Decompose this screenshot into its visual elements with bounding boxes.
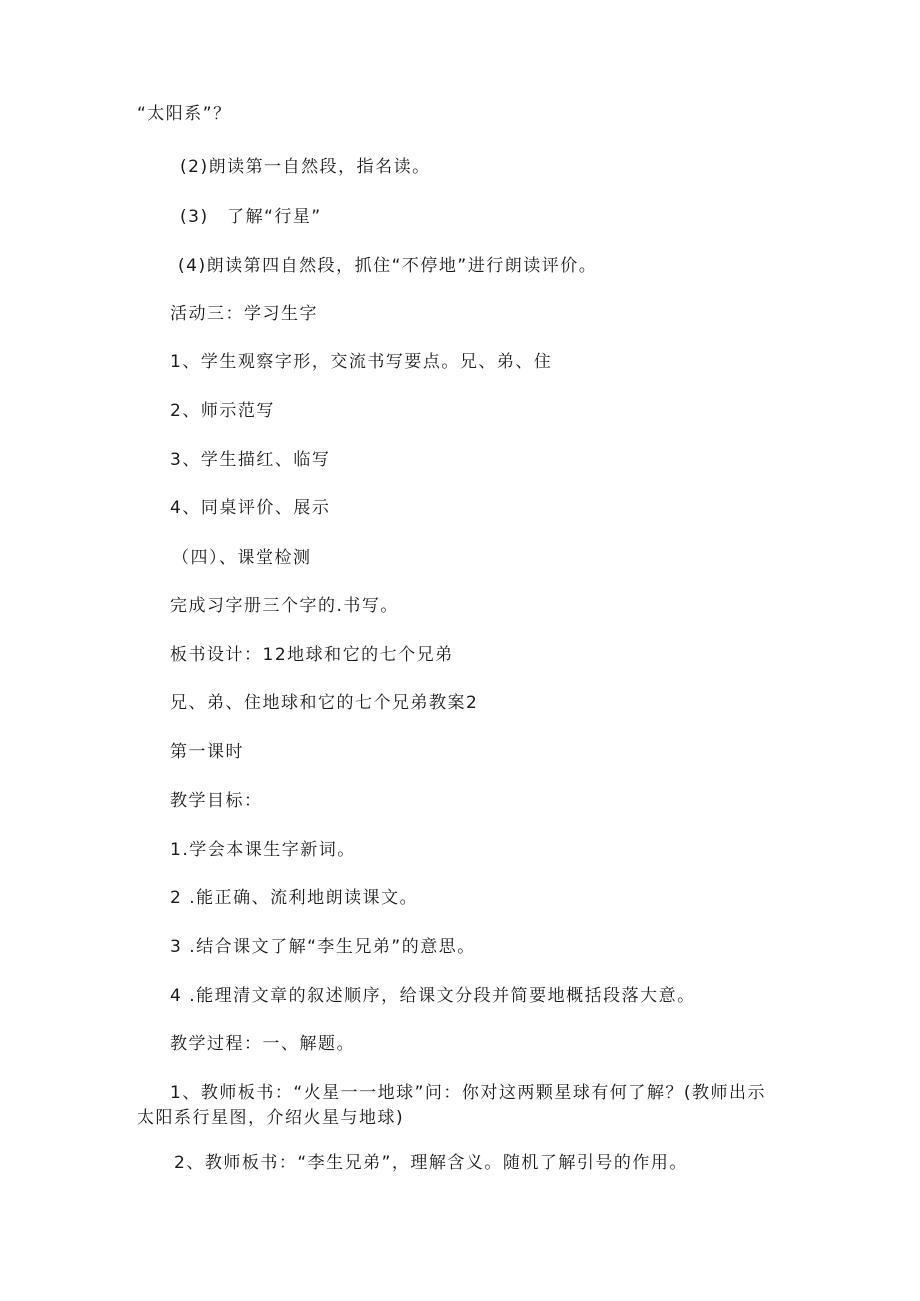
document-title: 兄、弟、住地球和它的七个兄弟教案2 <box>170 693 479 713</box>
list-item: 2 .能正确、流利地朗读课文。 <box>170 888 419 908</box>
list-item: 4 .能理清文章的叙述顺序，给课文分段并简要地概括段落大意。 <box>170 986 696 1006</box>
text-line: (2)朗读第一自然段，指名读。 <box>180 157 431 177</box>
text-line: 完成习字册三个字的.书写。 <box>170 596 399 616</box>
text-line: 板书设计：12地球和它的七个兄弟 <box>170 645 454 665</box>
list-item: 1、学生观察字形，交流书写要点。兄、弟、住 <box>170 352 553 372</box>
section-heading: 第一课时 <box>170 742 244 762</box>
section-heading: 教学过程：一、解题。 <box>170 1034 355 1054</box>
text-line: (3) 了解“行星” <box>180 207 322 227</box>
list-item: 1、教师板书：“火星一一地球”问：你对这两颗星球有何了解？(教师出示 <box>170 1083 767 1103</box>
text-line: “太阳系”？ <box>137 104 232 124</box>
list-item: 1.学会本课生字新词。 <box>170 840 356 860</box>
section-heading: 活动三：学习生字 <box>170 304 318 324</box>
list-item: 4、同桌评价、展示 <box>170 498 331 518</box>
list-item: 3、学生描红、临写 <box>170 450 331 470</box>
list-item: 2、教师板书：“李生兄弟”，理解含义。随机了解引号的作用。 <box>174 1153 688 1173</box>
list-item: 2、师示范写 <box>170 401 275 421</box>
section-heading: 教学目标： <box>170 791 263 811</box>
list-item-continuation: 太阳系行星图，介绍火星与地球) <box>137 1108 405 1128</box>
text-line: (4)朗读第四自然段，抓住“不停地”进行朗读评价。 <box>178 256 598 276</box>
section-heading: （四）、课堂检测 <box>172 548 312 568</box>
list-item: 3 .结合课文了解“李生兄弟”的意思。 <box>170 937 476 957</box>
